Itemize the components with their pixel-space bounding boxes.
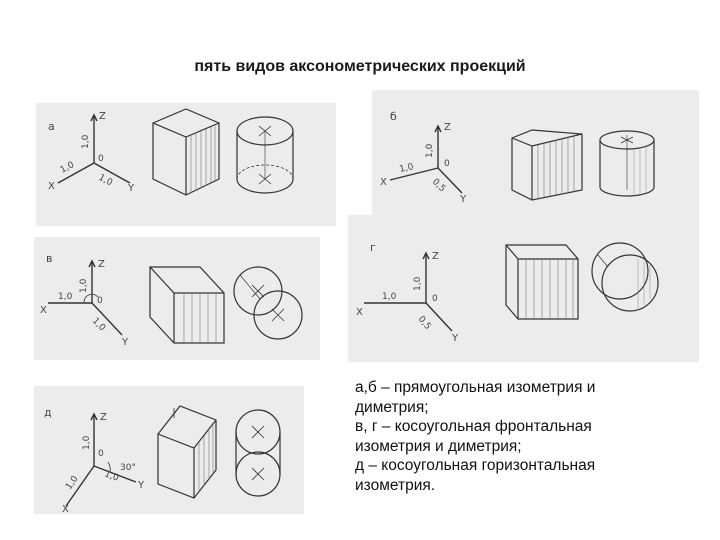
panel-d-horizontal-isometric xyxy=(34,386,304,514)
cube-hatching xyxy=(184,293,216,343)
axis-z-label: Z xyxy=(99,111,106,122)
axis-x-label: X xyxy=(380,177,387,188)
origin-label: 0 xyxy=(97,296,103,306)
coef-z-label: 1,0 xyxy=(79,278,89,293)
caption-line: изометрия и диметрия; xyxy=(355,437,522,455)
axis-z-label: Z xyxy=(444,122,451,133)
axis-y-label: Y xyxy=(128,183,135,194)
coef-z-label: 1,0 xyxy=(425,143,435,158)
panel-v-drawing xyxy=(34,237,320,360)
panel-v-letter: в xyxy=(46,252,53,265)
coef-x-label: 1,0 xyxy=(398,162,415,175)
horizontal-cylinder xyxy=(236,410,280,496)
axis-x-label: X xyxy=(356,307,363,318)
origin-label: 0 xyxy=(444,159,450,169)
coef-y-label: 0,5 xyxy=(429,177,448,195)
panel-g-letter: г xyxy=(370,241,376,254)
panel-d-letter: д xyxy=(44,406,52,419)
axis-z-label: Z xyxy=(432,251,439,262)
panel-a-isometric xyxy=(36,103,336,226)
coef-y-label: 0,5 xyxy=(415,314,433,332)
caption-line: д – косоугольная горизонтальная xyxy=(355,457,596,474)
caption xyxy=(355,378,685,495)
panel-g-frontal-dimetric xyxy=(348,215,699,362)
dimetric-cube xyxy=(512,130,582,200)
slide-title: пять видов аксонометрических проекций xyxy=(194,58,526,75)
axes xyxy=(390,126,462,193)
coef-z-label: 1,0 xyxy=(413,276,423,291)
caption-line: в, г – косоугольная фронтальная xyxy=(355,418,592,435)
coef-z-label: 1,0 xyxy=(81,134,91,149)
isometric-cylinder xyxy=(237,117,293,193)
coef-x-label: 1,0 xyxy=(64,474,81,492)
origin-label: 0 xyxy=(98,449,104,459)
caption-line: а,б – прямоугольная изометрия и xyxy=(355,379,596,396)
angle-label: 30° xyxy=(120,463,136,473)
axes xyxy=(58,115,130,183)
coef-y-label: 1,0 xyxy=(89,316,107,334)
frontal-cylinder xyxy=(234,267,302,339)
panel-a-letter: а xyxy=(48,120,55,133)
cube-hatching xyxy=(526,259,573,319)
axis-y-label: Y xyxy=(460,194,467,205)
axis-y-label: Y xyxy=(122,337,129,348)
panel-a-drawing xyxy=(36,103,336,226)
axis-y-label: Y xyxy=(452,333,459,344)
cube-hatching xyxy=(538,136,574,199)
axis-z-label: Z xyxy=(98,259,105,270)
coef-z-label: 1,0 xyxy=(82,435,92,450)
panel-b-dimetric xyxy=(372,90,699,215)
frontal-dimetric-cylinder xyxy=(592,243,658,311)
cylinder-hatching xyxy=(634,145,646,194)
coef-x-label: 1,0 xyxy=(58,292,73,302)
origin-label: 0 xyxy=(98,154,104,164)
axis-y-label: Y xyxy=(138,480,145,491)
caption-line: диметрия; xyxy=(355,398,429,416)
panel-d-drawing xyxy=(34,386,304,514)
horizontal-cube xyxy=(158,406,216,498)
coef-y-label: 1,0 xyxy=(102,469,120,484)
coef-x-label: 1,0 xyxy=(382,292,397,302)
panel-g-drawing xyxy=(348,215,699,362)
panel-b-letter: б xyxy=(390,110,397,123)
coef-y-label: 1,0 xyxy=(96,172,114,189)
axis-x-label: X xyxy=(40,305,47,316)
axis-x-label: X xyxy=(62,504,69,514)
axes xyxy=(66,414,136,506)
isometric-cube xyxy=(153,109,219,195)
frontal-cube xyxy=(150,267,224,343)
origin-label: 0 xyxy=(432,294,438,304)
axes xyxy=(364,253,452,331)
axis-z-label: Z xyxy=(100,412,107,423)
coef-x-label: 1,0 xyxy=(58,160,77,176)
panel-b-drawing xyxy=(372,90,699,215)
caption-line: изометрия. xyxy=(355,476,436,494)
axis-x-label: X xyxy=(48,181,55,192)
panel-v-frontal-isometric xyxy=(34,237,320,360)
